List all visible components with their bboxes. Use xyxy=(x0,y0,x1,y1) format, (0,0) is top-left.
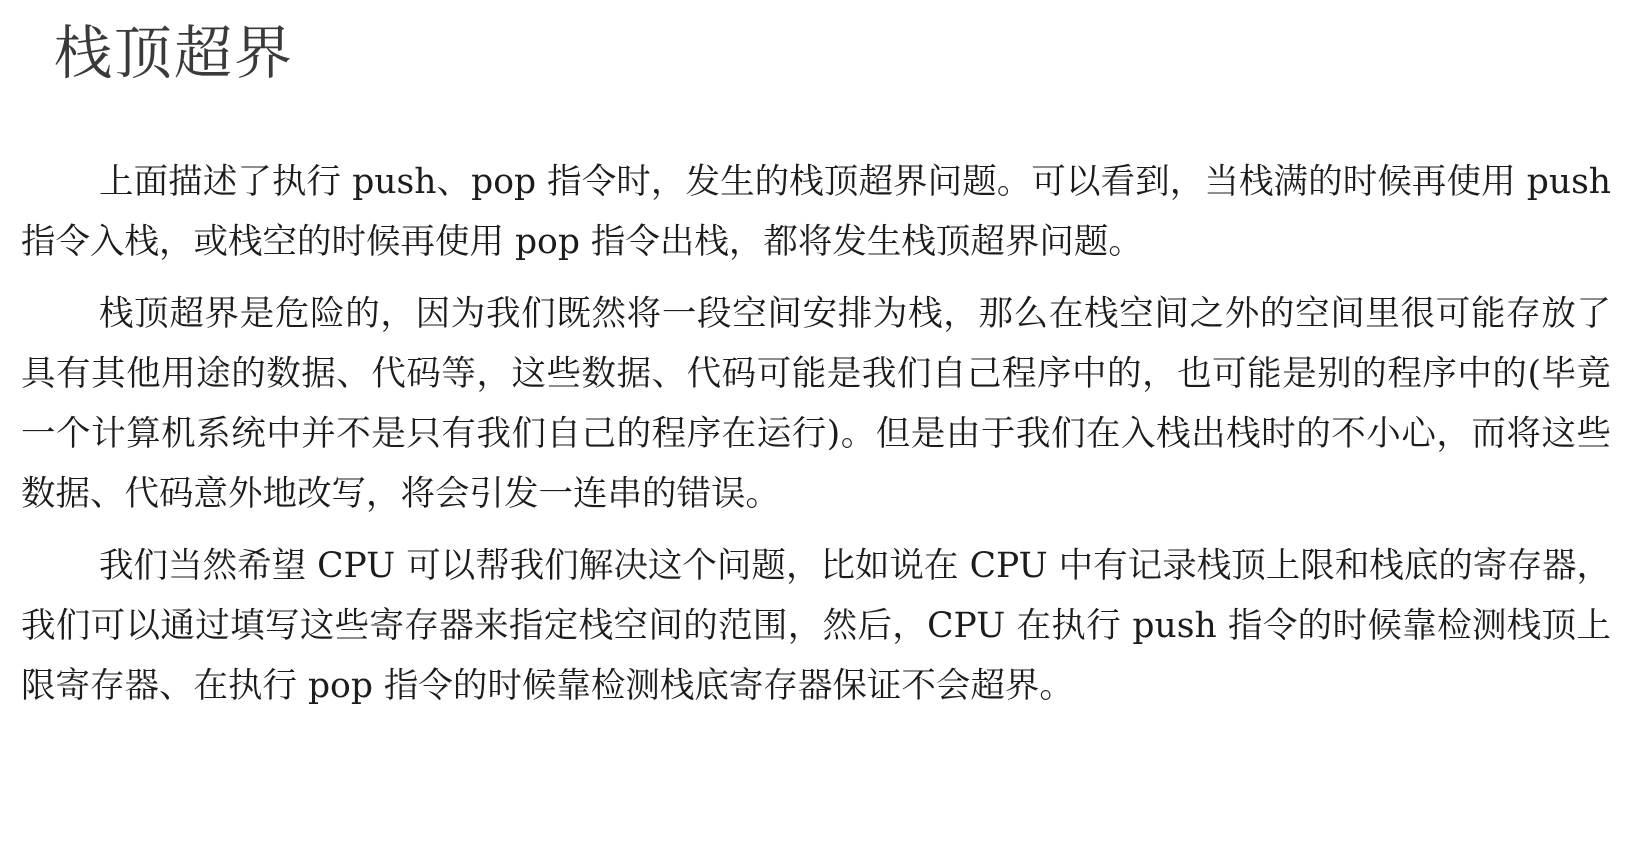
section-title: 栈顶超界 xyxy=(54,19,295,87)
paragraph-3: 我们当然希望 CPU 可以帮我们解决这个问题，比如说在 CPU 中有记录栈顶上限和栈底的寄存器，我们可以通过填写这些寄存器来指定栈空间的范围，然后，CPU 在执行 push 指令的时候靠检测栈顶上限寄存器、在执行 pop 指令的时候靠检测栈底寄存器保证不会超界。 xyxy=(21,546,1611,706)
paragraph-2: 栈顶超界是危险的，因为我们既然将一段空间安排为栈，那么在栈空间之外的空间里很可能存放了具有其他用途的数据、代码等，这些数据、代码可能是我们自己程序中的，也可能是别的程序中的(毕竟一个计算机系统中并不是只有我们自己的程序在运行)。但是由于我们在入栈出栈时的不小心，而将这些数据、代码意外地改写，将会引发一连串的错误。 xyxy=(21,294,1611,514)
body-text xyxy=(21,152,1611,716)
paragraph-1: 上面描述了执行 push、pop 指令时，发生的栈顶超界问题。可以看到，当栈满的时候再使用 push 指令入栈，或栈空的时候再使用 pop 指令出栈，都将发生栈顶超界问题。 xyxy=(21,162,1611,262)
